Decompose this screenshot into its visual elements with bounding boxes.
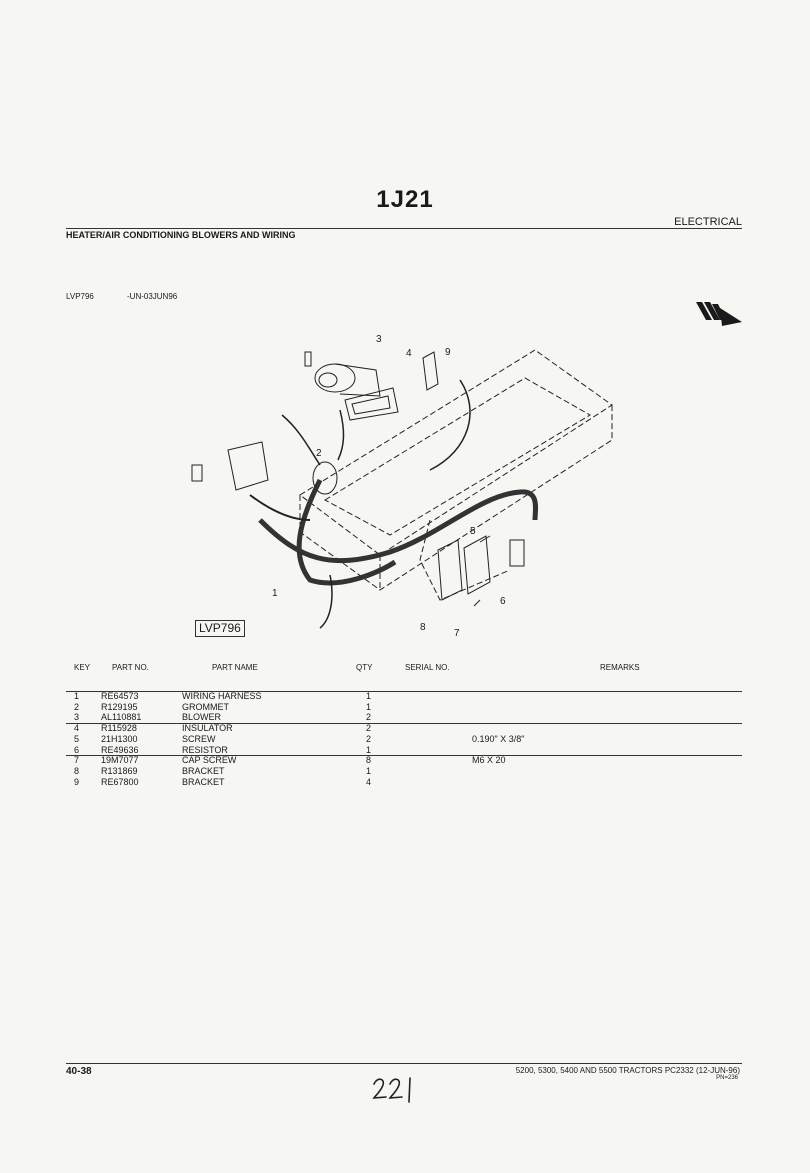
col-serial-header: SERIAL NO. [405,663,450,672]
table-row [0,755,810,766]
row-remarks: 0.190" X 3/8" [472,733,525,744]
callout-2: 2 [316,448,322,459]
row-key: 5 [74,733,80,744]
table-row [0,734,810,745]
table-row [0,745,810,756]
row-qty: 1 [366,691,372,701]
callout-5: 5 [470,526,476,537]
illustration-ref: LVP796 [66,292,94,301]
row-key: 9 [74,776,80,787]
col-part-name-header: PART NAME [212,663,258,672]
row-key: 2 [74,701,80,712]
row-part-name: CAP SCREW [182,755,237,766]
row-part-no: R129195 [101,701,138,712]
row-qty: 1 [366,765,372,776]
row-key: 4 [74,723,80,734]
row-part-no: RE49636 [101,744,139,755]
page-title: HEATER/AIR CONDITIONING BLOWERS AND WIRING [66,230,296,240]
row-qty: 1 [366,744,372,755]
row-part-name: SCREW [182,733,216,744]
parts-table [0,691,810,787]
table-row [0,712,810,723]
row-part-name: WIRING HARNESS [182,691,262,701]
col-key-header: KEY [74,663,91,672]
row-part-name: INSULATOR [182,723,233,734]
callout-8: 8 [420,622,426,633]
row-qty: 2 [366,723,372,734]
pn-number: PN=236 [716,1075,738,1081]
row-part-name: GROMMET [182,701,229,712]
footer-rule [66,1063,742,1064]
row-part-name: BRACKET [182,776,225,787]
row-qty: 4 [366,776,372,787]
callout-9: 9 [445,347,451,358]
row-part-no: R115928 [101,723,137,734]
table-row [0,691,810,702]
row-part-no: 21H1300 [101,733,138,744]
bracket-9 [423,352,438,390]
table-row [0,702,810,713]
row-part-no: 19M7077 [101,755,139,766]
illustration-date-code: -UN-03JUN96 [127,292,178,301]
parts-diagram [180,300,620,650]
table-row [0,766,810,777]
callout-3: 3 [376,334,382,345]
callout-4: 4 [406,348,412,359]
callout-1: 1 [272,588,278,599]
row-part-no: RE64573 [101,691,139,701]
callout-7: 7 [454,628,460,639]
callout-6: 6 [500,596,506,607]
row-part-name: BRACKET [182,765,225,776]
row-qty: 2 [366,712,372,723]
table-row [0,723,810,734]
col-part-no-header: PART NO. [112,663,149,672]
catalog-info: 5200, 5300, 5400 AND 5500 TRACTORS PC2332 (12-JUN-96) [515,1066,740,1075]
page-number: 40-38 [66,1066,92,1077]
front-arrow-icon [692,296,744,332]
row-part-name: BLOWER [182,712,222,723]
table-row [0,777,810,788]
row-part-no: RE67800 [101,776,139,787]
row-qty: 2 [366,733,372,744]
row-key: 7 [74,755,80,766]
header-rule [66,228,742,229]
illustration-label: LVP796 [195,620,245,637]
row-part-no: R131869 [101,765,138,776]
relay-assembly [228,442,268,490]
row-key: 6 [74,744,80,755]
col-remarks-header: REMARKS [600,663,640,672]
row-qty: 1 [366,701,372,712]
resistor [438,536,490,600]
row-part-name: RESISTOR [182,744,228,755]
section-label: ELECTRICAL [674,216,742,228]
col-qty-header: QTY [356,663,373,672]
row-remarks: M6 X 20 [472,755,506,766]
row-part-no: AL110881 [101,712,142,723]
row-key: 3 [74,712,80,723]
handwritten-page-number [372,1074,422,1104]
page-code: 1J21 [376,186,434,213]
row-qty: 8 [366,755,372,766]
row-key: 8 [74,765,80,776]
row-key: 1 [74,691,80,701]
blower [315,364,398,420]
